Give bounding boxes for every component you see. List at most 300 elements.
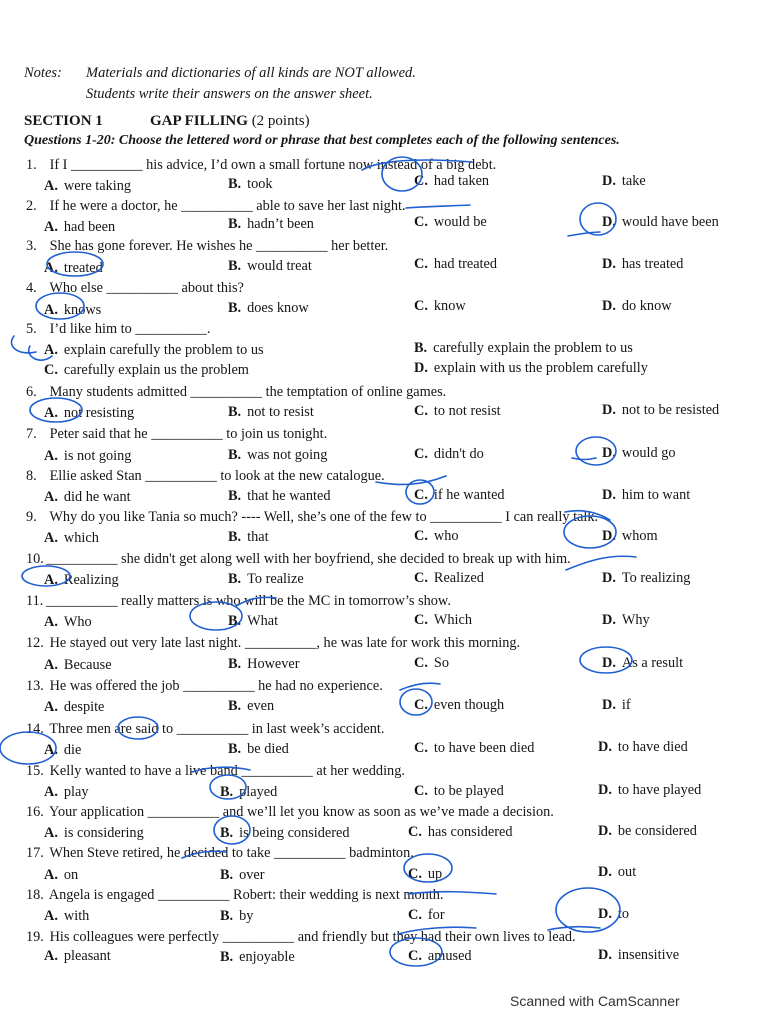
option-letter: C. [414,298,428,314]
pen-underline-8 [376,476,446,484]
option-letter: B. [220,908,234,924]
question-number: 13. [26,678,44,694]
option-text: However [247,656,300,672]
question-17 [26,845,414,862]
question-text: If I __________ his advice, I’d own a small fortune now instead of a big debt. [49,157,497,173]
option-text: is not going [63,448,132,464]
option-letter: C. [408,948,422,964]
option-11d[interactable] [602,612,650,629]
option-17a[interactable] [44,867,78,884]
option-text: enjoyable [239,949,295,965]
option-text: Why [621,612,650,628]
option-letter: A. [44,614,58,630]
option-15c[interactable] [414,783,504,800]
option-letter: B. [414,340,428,356]
option-8d[interactable] [602,487,690,504]
option-4c[interactable] [414,298,466,315]
option-letter: A. [44,178,58,194]
question-number: 4. [26,280,37,296]
option-text: that he wanted [247,488,331,504]
option-18d[interactable] [598,906,629,923]
option-text: that [247,529,269,545]
option-text: has treated [621,256,684,272]
question-number: 10. [26,551,44,567]
option-text: would treat [247,258,312,274]
option-14d[interactable] [598,739,688,756]
question-number: 12. [26,635,44,651]
option-letter: C. [414,528,428,544]
option-letter: C. [44,362,58,378]
question-19 [26,929,576,946]
option-text: had treated [433,256,498,272]
option-5a[interactable] [44,342,264,359]
section-points: (2 points) [251,113,310,129]
option-12a[interactable] [44,657,112,674]
option-19b[interactable] [220,949,295,966]
option-text: took [247,176,273,192]
question-text: I’d like him to __________. [49,321,211,337]
option-text: for [427,907,445,923]
option-12b[interactable] [228,656,300,673]
option-1d[interactable] [602,173,646,190]
pen-underline-13 [400,683,440,690]
option-3d[interactable] [602,256,683,273]
option-letter: D. [602,256,616,272]
option-17c[interactable] [408,866,442,883]
option-12d[interactable] [602,655,683,672]
option-15d[interactable] [598,782,701,799]
option-8b[interactable] [228,488,331,505]
section-name-wrap [150,113,310,130]
question-15 [26,763,405,780]
option-14b[interactable] [228,741,289,758]
option-text: to be played [433,783,504,799]
question-number: 18. [26,887,44,903]
question-text: He stayed out very late last night. __________, he was late for work this morning. [49,635,521,651]
question-1 [26,157,496,174]
option-17b[interactable] [220,867,265,884]
question-4 [26,280,244,297]
option-letter: D. [414,360,428,376]
question-7 [26,426,327,443]
option-text: if [621,697,631,713]
option-18c[interactable] [408,907,445,924]
option-text: is being considered [239,825,350,841]
option-text: explain with us the problem carefully [433,360,648,376]
question-number: 5. [26,321,37,337]
option-letter: C. [414,655,428,671]
option-letter: B. [228,176,242,192]
option-letter: A. [44,489,58,505]
option-13c[interactable] [414,697,504,714]
option-letter: D. [602,173,616,189]
question-text: She has gone forever. He wishes he __________ her better. [49,238,389,254]
question-number: 6. [26,384,37,400]
option-6d[interactable] [602,402,719,419]
option-text: Realized [433,570,484,586]
option-15a[interactable] [44,784,89,801]
option-letter: C. [408,824,422,840]
option-letter: A. [44,260,58,276]
option-text: not to be resisted [621,402,720,418]
option-text: with [63,908,90,924]
option-text: take [621,173,646,189]
option-7d[interactable] [602,445,676,462]
option-text: would go [621,445,676,461]
question-12 [26,635,520,652]
option-text: explain carefully the problem to us [63,342,264,358]
option-letter: A. [44,742,58,758]
question-text: Peter said that he __________ to join us tonight. [49,426,328,442]
option-text: pleasant [63,948,111,964]
option-letter: D. [598,739,612,755]
option-text: hadn’t been [247,216,314,232]
option-2a[interactable] [44,219,115,236]
option-text: carefully explain us the problem [63,362,249,378]
option-text: be considered [617,823,697,839]
option-text: does know [247,300,309,316]
option-14a[interactable] [44,742,81,759]
question-9 [26,509,598,526]
scanner-watermark: Scanned with CamScanner [510,993,680,1009]
section-name: GAP FILLING [150,113,248,129]
option-13a[interactable] [44,699,104,716]
option-text: play [63,784,89,800]
question-5 [26,321,210,338]
option-text: even though [433,697,505,713]
option-letter: A. [44,405,58,421]
option-13d[interactable] [602,697,631,714]
option-text: played [239,784,278,800]
option-16c[interactable] [408,824,512,841]
option-12c[interactable] [414,655,449,672]
option-11b[interactable] [228,613,278,630]
option-letter: C. [414,446,428,462]
option-letter: A. [44,657,58,673]
option-text: had been [63,219,116,235]
question-text: He was offered the job __________ he had no experience. [49,678,383,694]
option-letter: A. [44,302,58,318]
option-7b[interactable] [228,447,327,464]
question-text: Kelly wanted to have a live band __________ at her wedding. [49,763,405,779]
notes-label: Notes: [24,65,62,81]
option-letter: D. [598,906,612,922]
question-number: 3. [26,238,37,254]
option-letter: D. [598,782,612,798]
option-1c[interactable] [414,173,489,190]
option-text: Which [433,612,473,628]
option-letter: B. [228,447,242,463]
option-letter: D. [602,697,616,713]
option-text: by [239,908,254,924]
option-text: treated [63,260,103,276]
option-letter: A. [44,948,58,964]
question-text: Many students admitted __________ the temptation of online games. [49,384,447,400]
option-letter: B. [220,867,234,883]
option-10b[interactable] [228,571,304,588]
option-letter: B. [220,825,234,841]
question-text: Who else __________ about this? [49,280,244,296]
option-text: didn't do [433,446,484,462]
question-16 [26,804,554,821]
question-number: 9. [26,509,37,525]
option-letter: A. [44,825,58,841]
option-letter: C. [414,403,428,419]
question-number: 8. [26,468,37,484]
notes-line-1: Materials and dictionaries of all kinds are NOT allowed. [86,65,416,81]
question-number: 1. [26,157,37,173]
option-7c[interactable] [414,446,484,463]
question-number: 15. [26,763,44,779]
option-text: not resisting [63,405,135,421]
option-11a[interactable] [44,614,92,631]
option-text: Realizing [63,572,119,588]
option-14c[interactable] [414,740,534,757]
option-19a[interactable] [44,948,111,965]
question-text: Ellie asked Stan __________ to look at the new catalogue. [49,468,385,484]
option-4b[interactable] [228,300,309,317]
option-text: him to want [621,487,691,503]
option-letter: A. [44,219,58,235]
option-letter: A. [44,908,58,924]
option-text: to not resist [433,403,501,419]
option-18b[interactable] [220,908,253,925]
option-8a[interactable] [44,489,131,506]
question-number: 16. [26,804,44,820]
question-number: 19. [26,929,44,945]
option-text: whom [621,528,658,544]
question-10 [26,551,571,568]
option-letter: B. [228,488,242,504]
pen-tick-7 [572,458,596,460]
option-text: would have been [621,214,719,230]
option-text: if he wanted [433,487,505,503]
option-text: To realize [247,571,304,587]
question-number: 17. [26,845,44,861]
notes-line-2: Students write their answers on the answer sheet. [86,86,373,102]
option-letter: C. [414,697,428,713]
option-3c[interactable] [414,256,497,273]
option-text: despite [63,699,105,715]
option-text: carefully explain the problem to us [433,340,633,356]
option-15b[interactable] [220,784,277,801]
option-text: Because [63,657,112,673]
option-letter: A. [44,342,58,358]
option-letter: B. [228,216,242,232]
option-text: which [63,530,99,546]
option-letter: C. [414,173,428,189]
option-text: To realizing [621,570,691,586]
option-18a[interactable] [44,908,89,925]
option-6a[interactable] [44,405,134,422]
option-text: had taken [433,173,490,189]
option-letter: B. [228,656,242,672]
question-number: 2. [26,198,37,214]
option-letter: D. [602,487,616,503]
option-text: So [433,655,450,671]
option-letter: B. [228,404,242,420]
option-text: be died [247,741,289,757]
option-text: were taking [63,178,131,194]
option-4a[interactable] [44,302,101,319]
option-letter: D. [602,528,616,544]
option-letter: D. [602,298,616,314]
option-2d[interactable] [602,214,719,231]
option-19d[interactable] [598,947,679,964]
option-letter: D. [602,445,616,461]
option-text: who [433,528,459,544]
option-10d[interactable] [602,570,690,587]
section-title: SECTION 1 [24,113,103,129]
option-7a[interactable] [44,448,131,465]
option-letter: B. [228,529,242,545]
option-letter: D. [602,214,616,230]
question-text: When Steve retired, he decided to take __________ badminton. [49,845,414,861]
option-letter: B. [228,571,242,587]
option-text: even [247,698,275,714]
pen-underline-2 [406,205,470,208]
option-13b[interactable] [228,698,274,715]
option-5d[interactable] [414,360,648,377]
option-letter: B. [228,698,242,714]
option-8c[interactable] [414,487,505,504]
pen-underline-10 [566,556,636,570]
option-text: Who [63,614,92,630]
option-text: know [433,298,466,314]
option-letter: B. [220,784,234,800]
option-17d[interactable] [598,864,636,881]
option-text: insensitive [617,947,680,963]
option-text: did he want [63,489,131,505]
option-1b[interactable] [228,176,273,193]
option-2c[interactable] [414,214,487,231]
option-letter: B. [228,613,242,629]
option-text: was not going [247,447,328,463]
option-text: over [239,867,265,883]
option-16b[interactable] [220,825,350,842]
question-18 [26,887,443,904]
option-9a[interactable] [44,530,99,547]
option-letter: A. [44,699,58,715]
option-letter: C. [414,570,428,586]
option-10a[interactable] [44,572,119,589]
option-letter: A. [44,572,58,588]
question-text: Why do you like Tania so much? ---- Well, she’s one of the few to __________ I can really talk. [49,509,599,525]
option-letter: C. [414,612,428,628]
option-1a[interactable] [44,178,131,195]
option-letter: D. [598,823,612,839]
question-6 [26,384,446,401]
option-letter: D. [598,947,612,963]
option-16a[interactable] [44,825,144,842]
option-letter: C. [414,214,428,230]
option-letter: D. [602,402,616,418]
question-text: Three men are said to __________ in last week’s accident. [49,721,385,737]
option-letter: A. [44,448,58,464]
question-13 [26,678,383,695]
option-letter: A. [44,867,58,883]
option-letter: D. [602,570,616,586]
option-letter: B. [228,300,242,316]
question-text: Angela is engaged __________ Robert: their wedding is next month. [48,887,444,903]
question-14 [26,721,384,738]
question-number: 7. [26,426,37,442]
option-9c[interactable] [414,528,459,545]
option-letter: A. [44,530,58,546]
option-letter: C. [414,740,428,756]
question-text: If he were a doctor, he __________ able to save her last night. [49,198,406,214]
option-text: not to resist [247,404,314,420]
option-19c[interactable] [408,948,472,965]
option-9b[interactable] [228,529,269,546]
option-text: to have played [617,782,702,798]
option-9d[interactable] [602,528,658,545]
option-text: to have died [617,739,688,755]
option-letter: C. [414,783,428,799]
option-text: What [247,613,279,629]
option-letter: B. [220,949,234,965]
option-text: do know [621,298,672,314]
option-10c[interactable] [414,570,484,587]
pen-dash-2 [568,232,600,236]
option-4d[interactable] [602,298,672,315]
option-text: has considered [427,824,513,840]
option-letter: C. [408,866,422,882]
option-16d[interactable] [598,823,697,840]
option-6b[interactable] [228,404,314,421]
option-text: out [617,864,637,880]
option-text: on [63,867,79,883]
option-3a[interactable] [44,260,103,277]
option-text: amused [427,948,472,964]
option-6c[interactable] [414,403,501,420]
question-3 [26,238,388,255]
section-heading [24,113,310,130]
option-3b[interactable] [228,258,312,275]
option-letter: B. [228,258,242,274]
option-letter: C. [414,256,428,272]
option-text: would be [433,214,487,230]
option-2b[interactable] [228,216,314,233]
question-number: 14. [26,721,44,737]
option-letter: D. [602,612,616,628]
option-text: is considering [63,825,144,841]
question-text: His colleagues were perfectly __________ and friendly but they had their own lives to lead. [49,929,576,945]
option-text: knows [63,302,102,318]
option-letter: C. [408,907,422,923]
question-8 [26,468,385,485]
question-2 [26,198,406,215]
section-instruction: Questions 1-20: Choose the lettered word or phrase that best completes each of the following sentences. [24,133,620,148]
option-letter: C. [414,487,428,503]
option-letter: D. [598,864,612,880]
option-5c[interactable] [44,362,249,379]
option-text: up [427,866,443,882]
option-letter: A. [44,784,58,800]
option-text: to [617,906,630,922]
question-text: __________ she didn't get along well with her boyfriend, she decided to break up with him. [46,551,571,567]
option-text: die [63,742,82,758]
option-text: to have been died [433,740,535,756]
question-text: __________ really matters is who will be the MC in tomorrow’s show. [46,593,451,609]
option-letter: B. [228,741,242,757]
question-text: Your application __________ and we’ll let you know as soon as we’ve made a decision. [49,804,554,820]
question-11 [26,593,451,610]
question-number: 11. [26,593,44,609]
option-5b[interactable] [414,340,633,357]
option-11c[interactable] [414,612,472,629]
option-letter: D. [602,655,616,671]
